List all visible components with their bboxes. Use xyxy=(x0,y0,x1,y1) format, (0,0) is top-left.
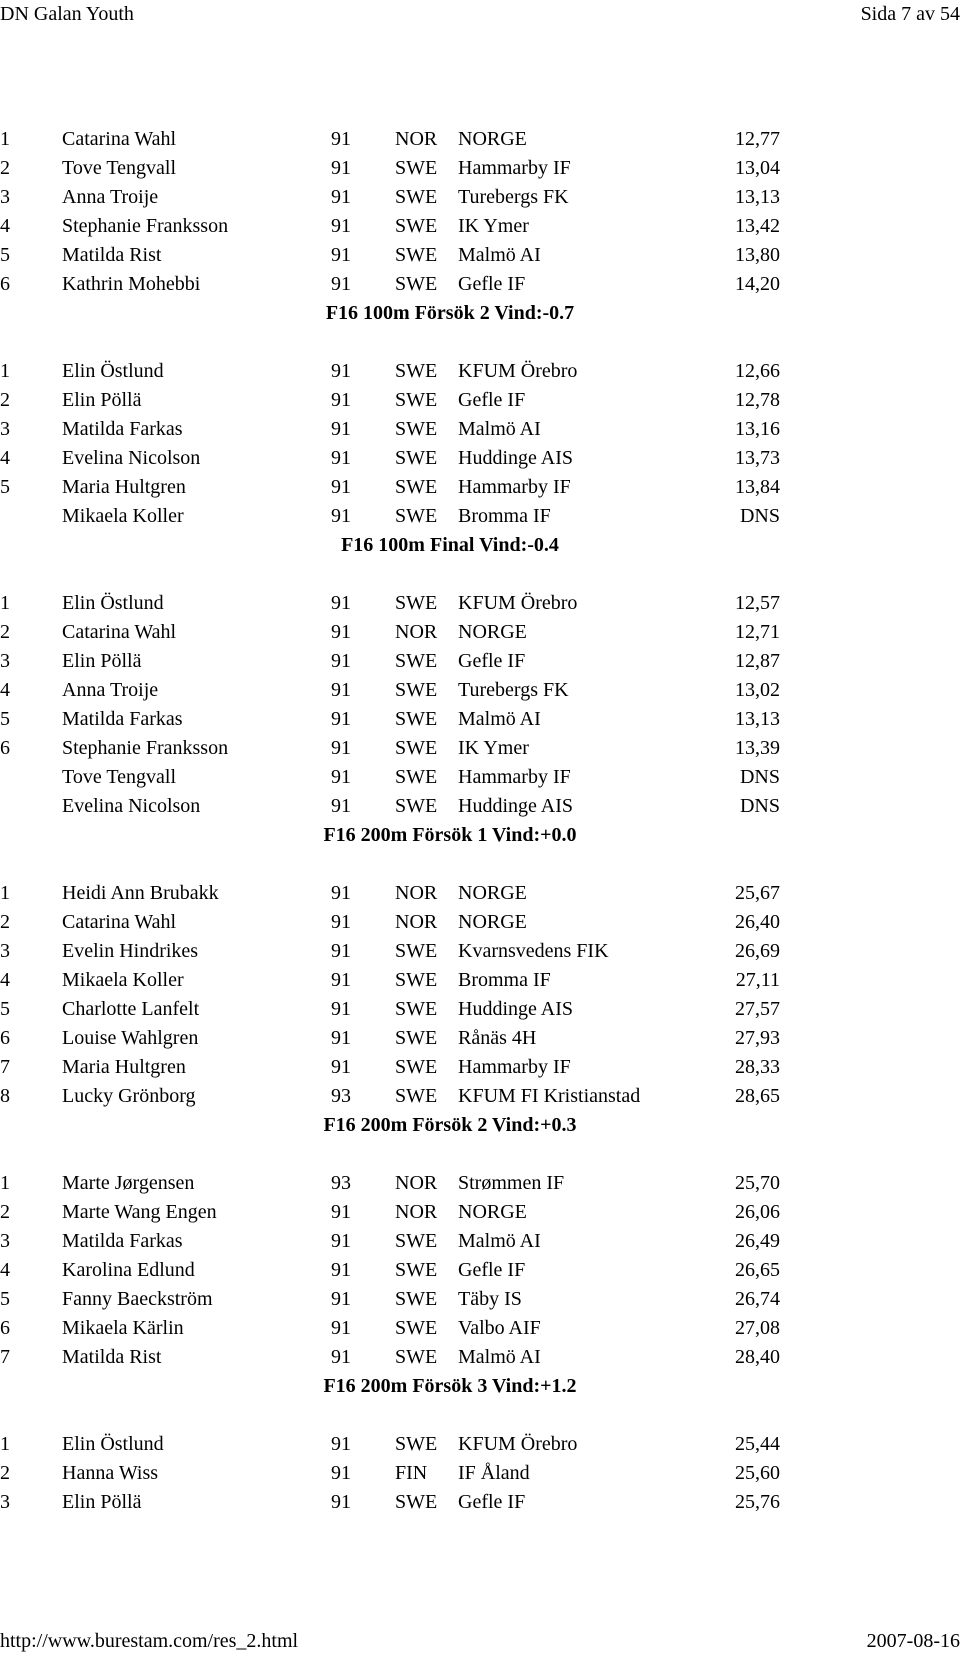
result-row xyxy=(0,183,960,212)
club: IK Ymer xyxy=(458,215,529,237)
club: Huddinge AIS xyxy=(458,795,573,817)
event-heading: F16 200m Försök 2 Vind:+0.3 xyxy=(323,1114,577,1136)
nation: NOR xyxy=(395,128,438,150)
result-time: 26,65 xyxy=(735,1259,780,1281)
place: 4 xyxy=(0,215,10,237)
nation: SWE xyxy=(395,476,438,498)
athlete-name: Louise Wahlgren xyxy=(62,1027,199,1049)
athlete-name: Evelin Hindrikes xyxy=(62,940,199,962)
birth-year: 91 xyxy=(331,273,351,295)
birth-year: 91 xyxy=(331,215,351,237)
results-section xyxy=(0,531,960,821)
result-row xyxy=(0,908,960,937)
place: 2 xyxy=(0,1462,10,1484)
athlete-name: Kathrin Mohebbi xyxy=(62,273,201,295)
place: 6 xyxy=(0,1317,10,1339)
club: KFUM Örebro xyxy=(458,592,578,614)
athlete-name: Anna Troije xyxy=(62,679,159,701)
athlete-name: Mikaela Koller xyxy=(62,505,184,527)
club: Malmö AI xyxy=(458,244,541,266)
result-row xyxy=(0,1256,960,1285)
club: KFUM Örebro xyxy=(458,1433,578,1455)
place: 8 xyxy=(0,1085,10,1107)
nation: NOR xyxy=(395,882,438,904)
result-time: 27,93 xyxy=(735,1027,780,1049)
club: Turebergs FK xyxy=(458,186,569,208)
result-time: 13,39 xyxy=(735,737,780,759)
place: 6 xyxy=(0,737,10,759)
birth-year: 91 xyxy=(331,940,351,962)
result-time: DNS xyxy=(739,766,780,788)
result-time: 13,80 xyxy=(735,244,780,266)
club: Strømmen IF xyxy=(458,1172,565,1194)
club: Täby IS xyxy=(458,1288,522,1310)
page-footer xyxy=(0,1627,960,1653)
result-time: 13,73 xyxy=(735,447,780,469)
nation: SWE xyxy=(395,418,438,440)
athlete-name: Charlotte Lanfelt xyxy=(62,998,200,1020)
place: 3 xyxy=(0,650,10,672)
result-row xyxy=(0,386,960,415)
athlete-name: Matilda Rist xyxy=(62,244,162,266)
result-row xyxy=(0,1198,960,1227)
result-row xyxy=(0,473,960,502)
page-header xyxy=(0,0,960,26)
birth-year: 91 xyxy=(331,621,351,643)
birth-year: 91 xyxy=(331,737,351,759)
source-url: http://www.burestam.com/res_2.html xyxy=(0,1630,299,1652)
spacer xyxy=(0,850,960,879)
place: 7 xyxy=(0,1346,10,1368)
result-row xyxy=(0,1024,960,1053)
nation: SWE xyxy=(395,157,438,179)
birth-year: 91 xyxy=(331,447,351,469)
place: 3 xyxy=(0,1230,10,1252)
place: 2 xyxy=(0,911,10,933)
results-section xyxy=(0,299,960,531)
birth-year: 91 xyxy=(331,1056,351,1078)
result-row xyxy=(0,676,960,705)
nation: FIN xyxy=(395,1462,428,1484)
athlete-name: Marte Wang Engen xyxy=(62,1201,217,1223)
club: NORGE xyxy=(458,882,527,904)
result-row xyxy=(0,1459,960,1488)
nation: SWE xyxy=(395,505,438,527)
place: 6 xyxy=(0,273,10,295)
result-time: 25,76 xyxy=(735,1491,780,1513)
page-number: Sida 7 av 54 xyxy=(860,3,960,25)
result-time: 25,67 xyxy=(735,882,780,904)
result-time: 26,40 xyxy=(735,911,780,933)
club: Hammarby IF xyxy=(458,1056,571,1078)
place: 1 xyxy=(0,128,10,150)
nation: SWE xyxy=(395,1346,438,1368)
birth-year: 91 xyxy=(331,1027,351,1049)
result-time: 25,70 xyxy=(735,1172,780,1194)
birth-year: 91 xyxy=(331,650,351,672)
result-row xyxy=(0,1082,960,1111)
club: NORGE xyxy=(458,1201,527,1223)
result-row xyxy=(0,154,960,183)
birth-year: 91 xyxy=(331,476,351,498)
result-row xyxy=(0,937,960,966)
nation: SWE xyxy=(395,1317,438,1339)
nation: SWE xyxy=(395,186,438,208)
result-row xyxy=(0,792,960,821)
club: Hammarby IF xyxy=(458,157,571,179)
place: 5 xyxy=(0,1288,10,1310)
club: Turebergs FK xyxy=(458,679,569,701)
athlete-name: Catarina Wahl xyxy=(62,128,177,150)
athlete-name: Marte Jørgensen xyxy=(62,1172,195,1194)
birth-year: 91 xyxy=(331,1433,351,1455)
result-row xyxy=(0,1053,960,1082)
result-row xyxy=(0,1169,960,1198)
document-title: DN Galan Youth xyxy=(0,3,134,25)
result-row xyxy=(0,1227,960,1256)
spacer xyxy=(0,328,960,357)
club: Huddinge AIS xyxy=(458,447,573,469)
place: 1 xyxy=(0,1172,10,1194)
result-row xyxy=(0,212,960,241)
birth-year: 91 xyxy=(331,360,351,382)
athlete-name: Matilda Rist xyxy=(62,1346,162,1368)
nation: SWE xyxy=(395,679,438,701)
nation: SWE xyxy=(395,766,438,788)
result-time: DNS xyxy=(739,795,780,817)
nation: SWE xyxy=(395,1085,438,1107)
athlete-name: Maria Hultgren xyxy=(62,1056,186,1078)
result-row xyxy=(0,1430,960,1459)
place: 4 xyxy=(0,969,10,991)
results-section xyxy=(0,125,960,299)
result-time: 27,08 xyxy=(735,1317,780,1339)
nation: SWE xyxy=(395,969,438,991)
place: 4 xyxy=(0,679,10,701)
result-time: 13,02 xyxy=(735,679,780,701)
results-content xyxy=(0,125,960,1517)
athlete-name: Elin Pöllä xyxy=(62,650,142,672)
birth-year: 91 xyxy=(331,128,351,150)
nation: SWE xyxy=(395,360,438,382)
birth-year: 91 xyxy=(331,1491,351,1513)
place: 2 xyxy=(0,157,10,179)
birth-year: 91 xyxy=(331,1201,351,1223)
nation: SWE xyxy=(395,795,438,817)
result-row xyxy=(0,1488,960,1517)
place: 5 xyxy=(0,476,10,498)
club: Bromma IF xyxy=(458,969,551,991)
nation: SWE xyxy=(395,389,438,411)
club: Kvarnsvedens FIK xyxy=(458,940,609,962)
nation: SWE xyxy=(395,1259,438,1281)
place: 1 xyxy=(0,360,10,382)
result-row xyxy=(0,879,960,908)
athlete-name: Evelina Nicolson xyxy=(62,795,201,817)
nation: NOR xyxy=(395,911,438,933)
club: Hammarby IF xyxy=(458,476,571,498)
birth-year: 91 xyxy=(331,998,351,1020)
club: Gefle IF xyxy=(458,650,526,672)
birth-year: 91 xyxy=(331,418,351,440)
nation: SWE xyxy=(395,592,438,614)
club: Malmö AI xyxy=(458,1346,541,1368)
club: Bromma IF xyxy=(458,505,551,527)
club: Rånäs 4H xyxy=(458,1027,537,1049)
result-row xyxy=(0,241,960,270)
place: 5 xyxy=(0,244,10,266)
result-time: 26,74 xyxy=(735,1288,780,1310)
place: 1 xyxy=(0,1433,10,1455)
result-time: 12,78 xyxy=(735,389,780,411)
nation: SWE xyxy=(395,998,438,1020)
print-date: 2007-08-16 xyxy=(866,1630,960,1652)
athlete-name: Elin Östlund xyxy=(62,592,164,614)
result-time: 25,60 xyxy=(735,1462,780,1484)
athlete-name: Catarina Wahl xyxy=(62,621,177,643)
place: 1 xyxy=(0,882,10,904)
birth-year: 91 xyxy=(331,882,351,904)
club: Malmö AI xyxy=(458,1230,541,1252)
result-row xyxy=(0,444,960,473)
nation: SWE xyxy=(395,650,438,672)
birth-year: 91 xyxy=(331,1230,351,1252)
result-time: 12,71 xyxy=(735,621,780,643)
result-time: DNS xyxy=(739,505,780,527)
birth-year: 91 xyxy=(331,1462,351,1484)
nation: SWE xyxy=(395,1433,438,1455)
athlete-name: Maria Hultgren xyxy=(62,476,186,498)
result-time: 13,84 xyxy=(735,476,780,498)
place: 2 xyxy=(0,389,10,411)
place: 3 xyxy=(0,940,10,962)
athlete-name: Elin Pöllä xyxy=(62,389,142,411)
birth-year: 91 xyxy=(331,157,351,179)
event-heading: F16 200m Försök 1 Vind:+0.0 xyxy=(323,824,577,846)
event-heading: F16 100m Försök 2 Vind:-0.7 xyxy=(325,302,575,324)
athlete-name: Anna Troije xyxy=(62,186,159,208)
birth-year: 91 xyxy=(331,1259,351,1281)
result-time: 25,44 xyxy=(735,1433,780,1455)
nation: SWE xyxy=(395,244,438,266)
place: 7 xyxy=(0,1056,10,1078)
athlete-name: Elin Östlund xyxy=(62,360,164,382)
result-row xyxy=(0,966,960,995)
athlete-name: Elin Pöllä xyxy=(62,1491,142,1513)
result-row xyxy=(0,357,960,386)
result-row xyxy=(0,1285,960,1314)
place: 1 xyxy=(0,592,10,614)
club: IK Ymer xyxy=(458,737,529,759)
athlete-name: Catarina Wahl xyxy=(62,911,177,933)
result-time: 12,57 xyxy=(735,592,780,614)
spacer xyxy=(0,1140,960,1169)
result-time: 12,77 xyxy=(735,128,780,150)
athlete-name: Matilda Farkas xyxy=(62,708,183,730)
place: 2 xyxy=(0,1201,10,1223)
nation: SWE xyxy=(395,940,438,962)
athlete-name: Matilda Farkas xyxy=(62,1230,183,1252)
birth-year: 91 xyxy=(331,969,351,991)
result-row xyxy=(0,502,960,531)
result-time: 27,11 xyxy=(735,969,780,991)
birth-year: 91 xyxy=(331,592,351,614)
club: KFUM FI Kristianstad xyxy=(458,1085,641,1107)
nation: SWE xyxy=(395,1027,438,1049)
result-row xyxy=(0,270,960,299)
place: 4 xyxy=(0,1259,10,1281)
result-time: 26,49 xyxy=(735,1230,780,1252)
results-section xyxy=(0,1372,960,1517)
result-time: 13,16 xyxy=(735,418,780,440)
club: Malmö AI xyxy=(458,708,541,730)
result-row xyxy=(0,589,960,618)
birth-year: 91 xyxy=(331,389,351,411)
nation: SWE xyxy=(395,1491,438,1513)
club: NORGE xyxy=(458,911,527,933)
birth-year: 91 xyxy=(331,708,351,730)
result-row xyxy=(0,125,960,154)
result-row xyxy=(0,1343,960,1372)
place: 3 xyxy=(0,186,10,208)
place: 2 xyxy=(0,621,10,643)
nation: SWE xyxy=(395,273,438,295)
event-heading: F16 200m Försök 3 Vind:+1.2 xyxy=(323,1375,577,1397)
birth-year: 91 xyxy=(331,911,351,933)
birth-year: 91 xyxy=(331,679,351,701)
athlete-name: Heidi Ann Brubakk xyxy=(62,882,219,904)
result-time: 27,57 xyxy=(735,998,780,1020)
result-time: 26,06 xyxy=(735,1201,780,1223)
athlete-name: Lucky Grönborg xyxy=(62,1085,196,1107)
result-time: 28,33 xyxy=(735,1056,780,1078)
birth-year: 91 xyxy=(331,244,351,266)
event-heading: F16 100m Final Vind:-0.4 xyxy=(341,534,559,556)
place: 3 xyxy=(0,1491,10,1513)
athlete-name: Karolina Edlund xyxy=(62,1259,195,1281)
result-time: 14,20 xyxy=(735,273,780,295)
birth-year: 93 xyxy=(331,1172,351,1194)
nation: SWE xyxy=(395,737,438,759)
result-time: 13,13 xyxy=(735,708,780,730)
result-row xyxy=(0,1314,960,1343)
place: 3 xyxy=(0,418,10,440)
birth-year: 91 xyxy=(331,1346,351,1368)
birth-year: 91 xyxy=(331,505,351,527)
result-time: 12,66 xyxy=(735,360,780,382)
nation: SWE xyxy=(395,447,438,469)
club: Huddinge AIS xyxy=(458,998,573,1020)
athlete-name: Elin Östlund xyxy=(62,1433,164,1455)
result-time: 13,13 xyxy=(735,186,780,208)
result-row xyxy=(0,647,960,676)
birth-year: 93 xyxy=(331,1085,351,1107)
birth-year: 91 xyxy=(331,766,351,788)
nation: SWE xyxy=(395,1288,438,1310)
result-row xyxy=(0,995,960,1024)
results-section xyxy=(0,821,960,1111)
club: Gefle IF xyxy=(458,1259,526,1281)
nation: NOR xyxy=(395,1172,438,1194)
result-row xyxy=(0,415,960,444)
club: Gefle IF xyxy=(458,273,526,295)
athlete-name: Stephanie Franksson xyxy=(62,215,229,237)
spacer xyxy=(0,1401,960,1430)
nation: SWE xyxy=(395,1056,438,1078)
club: NORGE xyxy=(458,128,527,150)
result-row xyxy=(0,763,960,792)
spacer xyxy=(0,560,960,589)
result-time: 28,65 xyxy=(735,1085,780,1107)
result-time: 13,04 xyxy=(735,157,780,179)
club: KFUM Örebro xyxy=(458,360,578,382)
result-time: 13,42 xyxy=(735,215,780,237)
result-time: 26,69 xyxy=(735,940,780,962)
results-section xyxy=(0,1111,960,1372)
club: Hammarby IF xyxy=(458,766,571,788)
nation: SWE xyxy=(395,708,438,730)
athlete-name: Mikaela Koller xyxy=(62,969,184,991)
athlete-name: Hanna Wiss xyxy=(62,1462,159,1484)
athlete-name: Fanny Baeckström xyxy=(62,1288,213,1310)
place: 5 xyxy=(0,708,10,730)
club: Valbo AIF xyxy=(458,1317,541,1339)
birth-year: 91 xyxy=(331,1317,351,1339)
athlete-name: Tove Tengvall xyxy=(62,766,177,788)
athlete-name: Mikaela Kärlin xyxy=(62,1317,184,1339)
birth-year: 91 xyxy=(331,186,351,208)
result-row xyxy=(0,705,960,734)
athlete-name: Matilda Farkas xyxy=(62,418,183,440)
club: Malmö AI xyxy=(458,418,541,440)
nation: NOR xyxy=(395,1201,438,1223)
athlete-name: Tove Tengvall xyxy=(62,157,177,179)
athlete-name: Evelina Nicolson xyxy=(62,447,201,469)
place: 4 xyxy=(0,447,10,469)
place: 6 xyxy=(0,1027,10,1049)
club: IF Åland xyxy=(458,1462,530,1484)
club: NORGE xyxy=(458,621,527,643)
birth-year: 91 xyxy=(331,1288,351,1310)
place: 5 xyxy=(0,998,10,1020)
result-time: 12,87 xyxy=(735,650,780,672)
athlete-name: Stephanie Franksson xyxy=(62,737,229,759)
club: Gefle IF xyxy=(458,389,526,411)
birth-year: 91 xyxy=(331,795,351,817)
result-row xyxy=(0,618,960,647)
result-row xyxy=(0,734,960,763)
nation: SWE xyxy=(395,215,438,237)
result-time: 28,40 xyxy=(735,1346,780,1368)
nation: SWE xyxy=(395,1230,438,1252)
club: Gefle IF xyxy=(458,1491,526,1513)
nation: NOR xyxy=(395,621,438,643)
